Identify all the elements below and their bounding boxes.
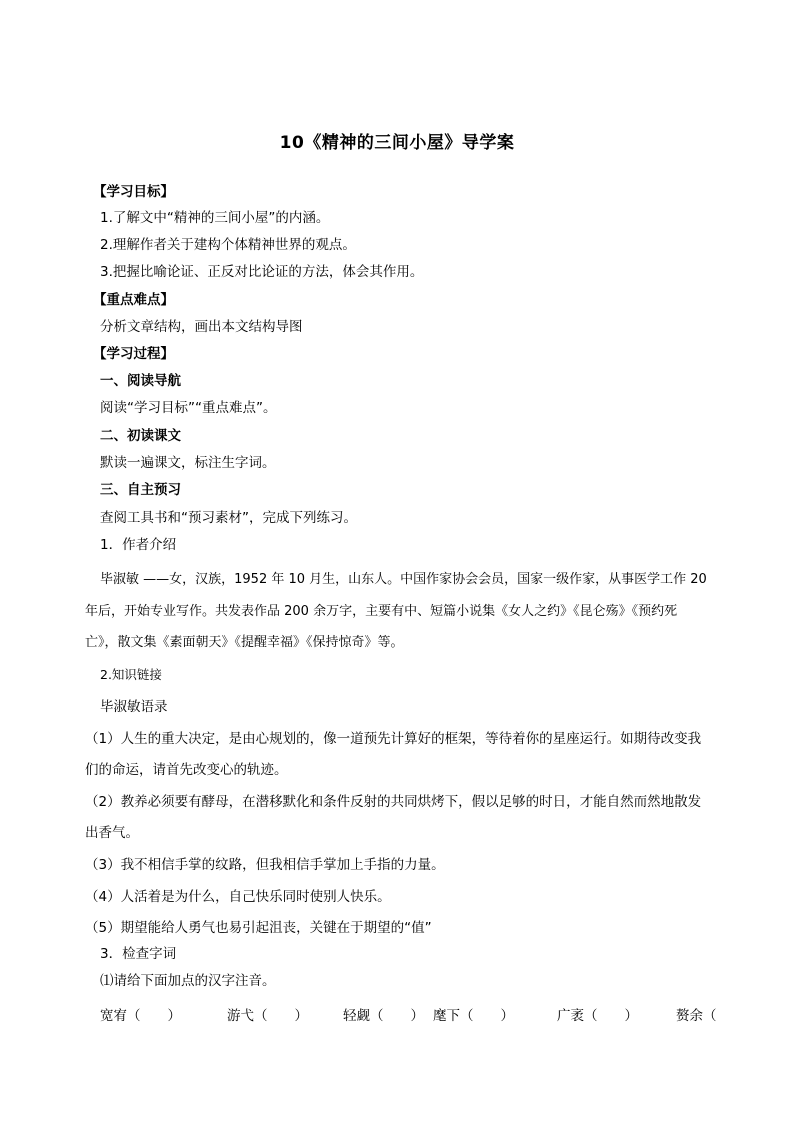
author-line-1: 毕淑敏 ——女，汉族，1952 年 10 月生，山东人。中国作家协会会员，国家一级作家，从事医学工作 20 bbox=[100, 572, 707, 587]
author-line-3: 亡》，散文集《素面朝天》《提醒幸福》《保持惊奇》等。 bbox=[85, 635, 404, 650]
step3-text: 查阅工具书和“预习素材”，完成下列练习。 bbox=[100, 510, 357, 526]
check-heading: 3．检查字词 bbox=[100, 946, 177, 962]
goal-1: 1.了解文中“精神的三间小屋”的内涵。 bbox=[100, 210, 330, 226]
key-text: 分析文章结构，画出本文结构导图 bbox=[100, 319, 303, 335]
word-item: 游弋（ ） bbox=[227, 1008, 308, 1024]
link-heading: 2.知识链接 bbox=[100, 667, 162, 682]
word-item: 麾下（ ） bbox=[433, 1008, 514, 1024]
goal-2: 2.理解作者关于建构个体精神世界的观点。 bbox=[100, 237, 356, 253]
quotes-heading: 毕淑敏语录 bbox=[100, 699, 168, 715]
quote-5: （5）期望能给人勇气也易引起沮丧，关键在于期望的“值” bbox=[85, 920, 432, 936]
word-item: 广袤（ ） bbox=[557, 1008, 638, 1024]
author-line-2: 年后，开始专业写作。共发表作品 200 余万字，主要有中、短篇小说集《女人之约》《昆仑殇》《预约死 bbox=[85, 604, 678, 619]
step3-heading: 三、自主预习 bbox=[100, 482, 181, 498]
step2-text: 默读一遍课文，标注生字词。 bbox=[100, 455, 276, 471]
word-item: 宽宥（ ） bbox=[100, 1008, 181, 1024]
quote-2a: （2）教养必须要有酵母，在潜移默化和条件反射的共同烘烤下，假以足够的时日，才能自然而然地散发 bbox=[85, 794, 702, 810]
step1-heading: 一、阅读导航 bbox=[100, 373, 181, 389]
word-item: 赘余（ bbox=[676, 1008, 717, 1024]
quote-1b: 们的命运，请首先改变心的轨迹。 bbox=[85, 762, 288, 778]
author-heading: 1．作者介绍 bbox=[100, 537, 177, 553]
page-title: 10《精神的三间小屋》导学案 bbox=[279, 133, 515, 153]
check-subheading: ⑴请给下面加点的汉字注音。 bbox=[100, 973, 276, 989]
quote-1a: （1）人生的重大决定，是由心规划的，像一道预先计算好的框架，等待着你的星座运行。如期待改变我 bbox=[85, 731, 702, 747]
quote-2b: 出香气。 bbox=[85, 825, 139, 841]
key-heading: 【重点难点】 bbox=[93, 292, 174, 308]
quote-3: （3）我不相信手掌的纹路，但我相信手掌加上手指的力量。 bbox=[85, 857, 445, 873]
goals-heading: 【学习目标】 bbox=[93, 184, 174, 200]
step1-text: 阅读“学习目标”“重点难点”。 bbox=[100, 400, 277, 416]
pinyin-word-row bbox=[0, 1004, 794, 1028]
goal-3: 3.把握比喻论证、正反对比论证的方法，体会其作用。 bbox=[100, 264, 424, 280]
step2-heading: 二、初读课文 bbox=[100, 428, 181, 444]
word-item: 轻觑（ ） bbox=[343, 1008, 424, 1024]
quote-4: （4）人活着是为什么，自己快乐同时使别人快乐。 bbox=[85, 889, 391, 905]
process-heading: 【学习过程】 bbox=[93, 346, 174, 362]
